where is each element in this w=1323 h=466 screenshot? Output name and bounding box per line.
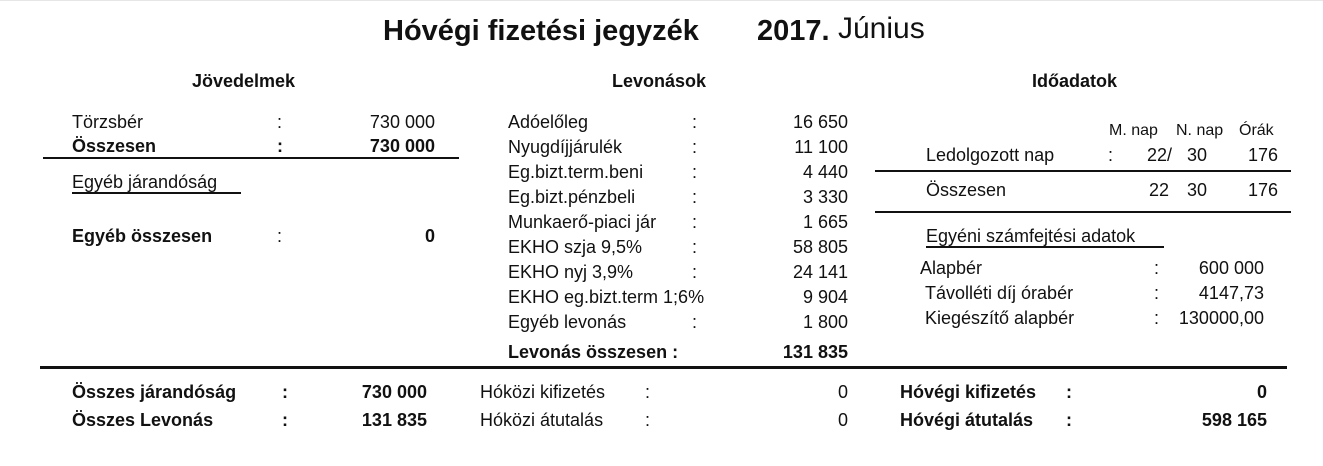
deduction-value: 11 100 — [794, 137, 848, 157]
deduction-sep: : — [692, 112, 698, 132]
total-deduction-label: Összes Levonás — [72, 410, 214, 430]
income-total-sep: : — [277, 136, 283, 156]
individual-title-underline — [926, 246, 1164, 248]
deduction-sep: : — [692, 237, 698, 257]
deductions-total-value: 131 835 — [782, 342, 848, 362]
time-total-hours: 176 — [1247, 180, 1278, 200]
deduction-value: 1 800 — [802, 312, 848, 332]
individual-sep: : — [1154, 258, 1160, 278]
time-header: Időadatok — [1032, 71, 1118, 91]
worked-days-hours: 176 — [1247, 145, 1278, 165]
page-title: Hóvégi fizetési jegyzék — [383, 15, 699, 47]
worked-days-m: 22/ — [1146, 145, 1172, 165]
end-transfer-label: Hóvégi átutalás — [900, 410, 1034, 430]
total-deduction-value: 131 835 — [361, 410, 427, 430]
worked-days-label: Ledolgozott nap — [926, 145, 1055, 165]
deductions-header: Levonások — [612, 71, 707, 91]
total-income-label: Összes járandóság — [72, 382, 237, 402]
deduction-label: Egyéb levonás — [508, 312, 627, 332]
individual-sep: : — [1154, 308, 1160, 328]
title-month: Június — [838, 12, 925, 45]
deduction-value: 9 904 — [802, 287, 848, 307]
deduction-label: EKHO eg.bizt.term 1;6% — [508, 287, 705, 307]
other-total-sep: : — [277, 226, 283, 246]
deduction-sep: : — [692, 262, 698, 282]
end-payment-value: 0 — [1256, 382, 1267, 402]
deduction-label: Adóelőleg — [508, 112, 589, 132]
mid-payment-value: 0 — [837, 382, 848, 402]
income-total-value: 730 000 — [369, 136, 435, 156]
end-transfer-sep: : — [1066, 410, 1072, 430]
end-transfer-value: 598 165 — [1201, 410, 1267, 430]
time-total-label: Összesen — [926, 180, 1007, 200]
col-header-n-nap: N. nap — [1176, 122, 1224, 139]
deduction-sep: : — [692, 212, 698, 232]
worked-days-n: 30 — [1186, 145, 1207, 165]
individual-value: 130000,00 — [1178, 308, 1264, 328]
deduction-value: 16 650 — [792, 112, 848, 132]
title-year: 2017. — [757, 15, 830, 47]
individual-title: Egyéni számfejtési adatok — [926, 226, 1136, 246]
time-divider-2 — [875, 211, 1291, 213]
deduction-value: 1 665 — [802, 212, 848, 232]
col-header-m-nap: M. nap — [1109, 122, 1158, 139]
individual-value: 4147,73 — [1198, 283, 1264, 303]
total-deduction-sep: : — [282, 410, 288, 430]
deductions-total-label: Levonás összesen : — [508, 342, 679, 362]
income-total-label: Összesen — [72, 136, 157, 156]
individual-label: Távolléti díj órabér — [925, 283, 1074, 303]
mid-payment-sep: : — [645, 382, 651, 402]
base-salary-label: Törzsbér — [72, 112, 144, 132]
mid-transfer-label: Hóközi átutalás — [480, 410, 604, 430]
deduction-label: Eg.bizt.pénzbeli — [508, 187, 636, 207]
individual-label: Kiegészítő alapbér — [925, 308, 1075, 328]
income-header: Jövedelmek — [192, 71, 296, 91]
time-divider-1 — [875, 170, 1291, 172]
deduction-value: 3 330 — [802, 187, 848, 207]
deduction-sep: : — [692, 162, 698, 182]
base-salary-sep: : — [277, 112, 283, 132]
deduction-label: EKHO szja 9,5% — [508, 237, 643, 257]
total-income-sep: : — [282, 382, 288, 402]
footer-divider — [40, 366, 1287, 369]
deduction-label: Nyugdíjjárulék — [508, 137, 623, 157]
deduction-sep: : — [692, 312, 698, 332]
other-total-value: 0 — [424, 226, 435, 246]
time-total-m: 22 — [1148, 180, 1169, 200]
deduction-value: 4 440 — [802, 162, 848, 182]
individual-label: Alapbér — [920, 258, 983, 278]
other-income-title: Egyéb járandóság — [72, 172, 218, 192]
mid-transfer-sep: : — [645, 410, 651, 430]
individual-value: 600 000 — [1198, 258, 1264, 278]
total-income-value: 730 000 — [361, 382, 427, 402]
individual-sep: : — [1154, 283, 1160, 303]
page-top-border — [0, 0, 1323, 1]
col-header-orak: Órák — [1239, 122, 1274, 139]
income-total-divider — [43, 157, 459, 159]
end-payment-label: Hóvégi kifizetés — [900, 382, 1037, 402]
deduction-label: EKHO nyj 3,9% — [508, 262, 634, 282]
time-total-n: 30 — [1186, 180, 1207, 200]
deduction-sep: : — [692, 137, 698, 157]
deduction-value: 58 805 — [792, 237, 848, 257]
base-salary-value: 730 000 — [369, 112, 435, 132]
mid-payment-label: Hóközi kifizetés — [480, 382, 606, 402]
end-payment-sep: : — [1066, 382, 1072, 402]
deduction-value: 24 141 — [792, 262, 848, 282]
deduction-sep: : — [692, 187, 698, 207]
mid-transfer-value: 0 — [837, 410, 848, 430]
other-income-underline — [72, 192, 241, 194]
deduction-label: Eg.bizt.term.beni — [508, 162, 644, 182]
worked-days-sep: : — [1108, 145, 1114, 165]
other-total-label: Egyéb összesen — [72, 226, 213, 246]
deduction-label: Munkaerő-piaci jár — [508, 212, 657, 232]
